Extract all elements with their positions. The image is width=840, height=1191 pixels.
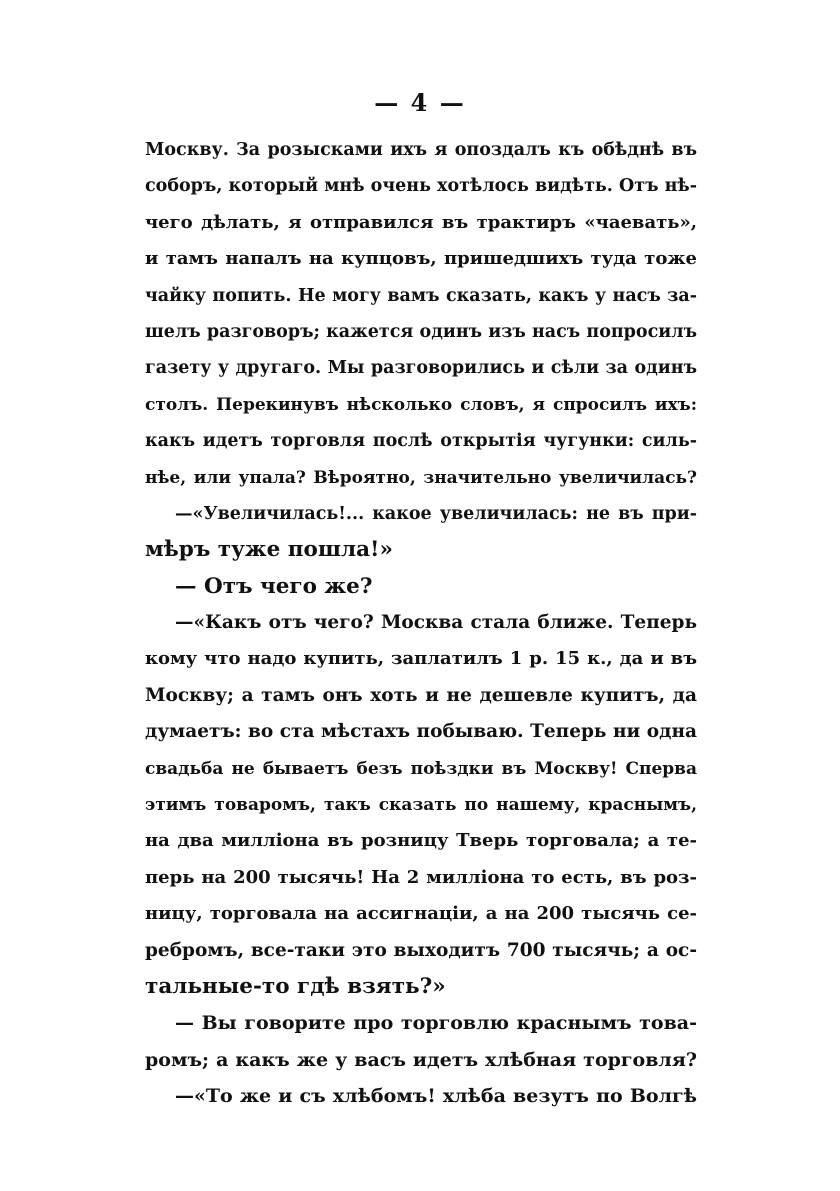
page-number: — 4 — (374, 88, 466, 117)
text-line: кому что надо купить, заплатилъ 1 р. 15 к., да и въ (145, 648, 697, 670)
text-line: чего дѣлать, я отправился въ трактиръ «чаевать», (145, 211, 697, 233)
text-line: —«Какъ отъ чего? Москва стала ближе. Теперь (175, 612, 697, 634)
text-line: тальные-то гдѣ взять?» (145, 973, 446, 999)
text-line: газету у другаго. Мы разговорились и сѣли за одинъ (145, 358, 697, 379)
text-line: этимъ товаромъ, такъ сказать по нашему, краснымъ, (145, 795, 697, 816)
text-line: ницу, торговала на ассигнаціи, а на 200 тысячь се- (145, 903, 697, 925)
text-line: Москву. За розысками ихъ я опоздалъ къ обѣднѣ въ (145, 140, 697, 160)
text-line: — Вы говорите про торговлю краснымъ това- (175, 1012, 697, 1035)
text-line: какъ идетъ торговля послѣ открытія чугунки: силь- (145, 431, 697, 452)
text-line: перь на 200 тысячь! На 2 милліона то есть, въ роз- (145, 866, 697, 888)
text-line: думаетъ: во ста мѣстахъ побываю. Теперь ни одна (145, 721, 697, 743)
text-line: на два милліона въ розницу Тверь торговала; а те- (145, 830, 697, 852)
text-line: —«Увеличилась!... какое увеличилась: не въ при- (175, 503, 697, 524)
text-line: свадьба не бываетъ безъ поѣздки въ Москву! Сперва (145, 758, 697, 779)
text-line: мѣръ туже пошла!» (145, 537, 393, 563)
text-line: ребромъ, все-таки это выходитъ 700 тысячь; а ос- (145, 939, 697, 961)
text-line: ромъ; а какъ же у васъ идетъ хлѣбная торговля? (145, 1048, 697, 1071)
text-line: Москву; а тамъ онъ хоть и не дешевле купитъ, да (145, 684, 697, 706)
text-line: —«То же и съ хлѣбомъ! хлѣба везутъ по Волгѣ (175, 1085, 697, 1108)
text-line: столъ. Перекинувъ нѣсколько словъ, я спросилъ ихъ: (145, 394, 697, 415)
text-line: чайку попить. Не могу вамъ сказать, какъ у насъ за- (145, 285, 697, 306)
body-text (145, 132, 697, 1115)
text-line: нѣе, или упала? Вѣроятно, значительно увеличилась? (145, 467, 697, 488)
text-line: соборъ, который мнѣ очень хотѣлось видѣть. Отъ нѣ- (145, 176, 697, 197)
text-line: — Отъ чего же? (175, 573, 373, 599)
text-line: и тамъ напалъ на купцовъ, пришедшихъ туда тоже (145, 248, 697, 270)
text-line: шелъ разговоръ; кажется одинъ изъ насъ попросилъ (145, 321, 697, 342)
